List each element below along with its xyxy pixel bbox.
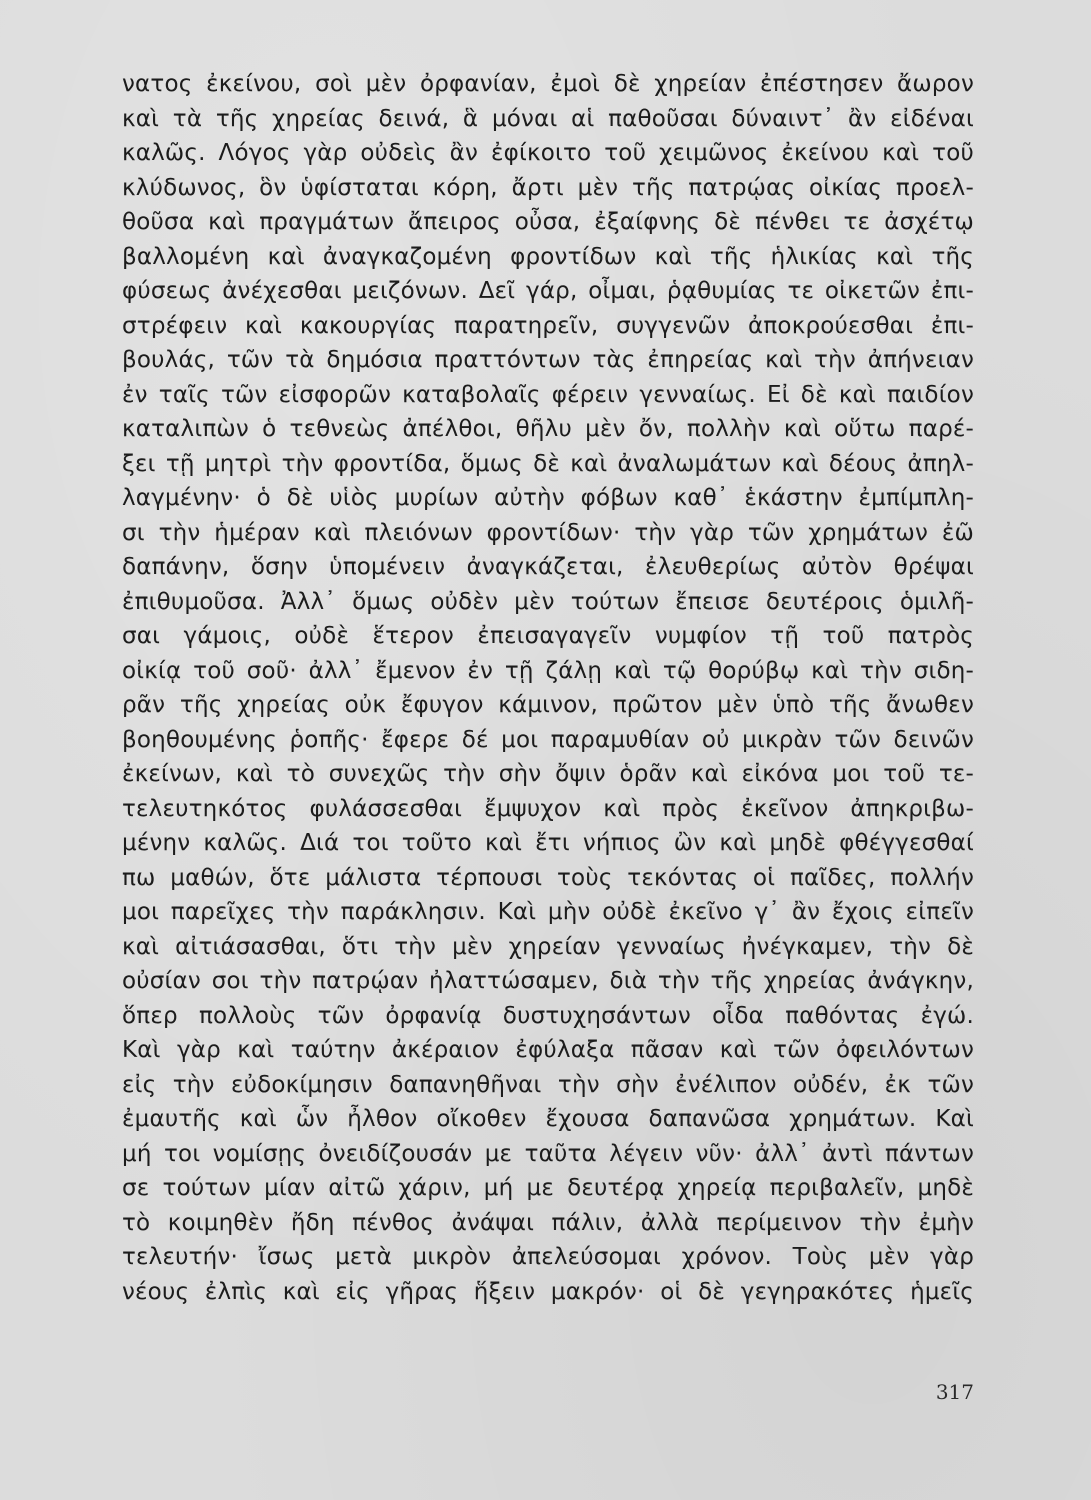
text-line: σι τὴν ἡμέραν καὶ πλειόνων φροντίδων· τὴν γὰρ τῶν χρημάτων ἐῶ xyxy=(122,519,974,546)
text-line: τελευτήν· ἴσως μετὰ μικρὸν ἀπελεύσομαι χρόνον. Τοὺς μὲν γὰρ xyxy=(122,1244,974,1270)
text-line: ἐν ταῖς τῶν εἰσφορῶν καταβολαῖς φέρειν γενναίως. Εἰ δὲ καὶ παιδίον xyxy=(122,381,974,408)
text-line: σε τούτων μίαν αἰτῶ χάριν, μή με δευτέρᾳ χηρείᾳ περιβαλεῖν, μηδὲ xyxy=(122,1175,974,1201)
text-line: ἐμαυτῆς καὶ ὧν ἦλθον οἴκοθεν ἔχουσα δαπανῶσα χρημάτων. Καὶ xyxy=(122,1106,974,1132)
text-line: λαγμένην· ὁ δὲ υἱὸς μυρίων αὐτὴν φόβων καθ᾽ ἑκάστην ἐμπίμπλη- xyxy=(122,485,974,511)
text-line: εἰς τὴν εὐδοκίμησιν δαπανηθῆναι τὴν σὴν ἐνέλιπον οὐδέν, ἐκ τῶν xyxy=(122,1071,974,1098)
text-line: τελευτηκότος φυλάσσεσθαι ἔμψυχον καὶ πρὸς ἐκεῖνον ἀπηκριβω- xyxy=(122,795,974,822)
text-line: ξει τῇ μητρὶ τὴν φροντίδα, ὅμως δὲ καὶ ἀναλωμάτων καὶ δέους ἀπηλ- xyxy=(122,450,974,477)
text-line: μένην καλῶς. Διά τοι τοῦτο καὶ ἔτι νήπιος ὢν καὶ μηδὲ φθέγγεσθαί xyxy=(122,830,974,856)
text-line: καὶ τὰ τῆς χηρείας δεινά, ἃ μόναι αἱ παθοῦσαι δύναιντ᾽ ἂν εἰδέναι xyxy=(122,105,974,132)
text-line: ρᾶν τῆς χηρείας οὐκ ἔφυγον κάμινον, πρῶτον μὲν ὑπὸ τῆς ἄνωθεν xyxy=(122,692,974,718)
text-line: οἰκίᾳ τοῦ σοῦ· ἀλλ᾽ ἔμενον ἐν τῇ ζάλῃ καὶ τῷ θορύβῳ καὶ τὴν σιδη- xyxy=(122,657,974,684)
text-line: ἐκείνων, καὶ τὸ συνεχῶς τὴν σὴν ὄψιν ὁρᾶν καὶ εἰκόνα μοι τοῦ τε- xyxy=(122,761,974,787)
text-line: στρέφειν καὶ κακουργίας παρατηρεῖν, συγγενῶν ἀποκρούεσθαι ἐπι- xyxy=(122,312,974,339)
text-line: νέους ἐλπὶς καὶ εἰς γῆρας ἥξειν μακρόν· οἱ δὲ γεγηρακότες ἡμεῖς xyxy=(122,1278,974,1305)
text-line: καὶ αἰτιάσασθαι, ὅτι τὴν μὲν χηρείαν γενναίως ἠνέγκαμεν, τὴν δὲ xyxy=(122,933,974,960)
text-line: καλῶς. Λόγος γὰρ οὐδεὶς ἂν ἐφίκοιτο τοῦ χειμῶνος ἐκείνου καὶ τοῦ xyxy=(122,140,974,166)
text-line: μοι παρεῖχες τὴν παράκλησιν. Καὶ μὴν οὐδὲ ἐκεῖνο γ᾽ ἂν ἔχοις εἰπεῖν xyxy=(122,899,974,925)
text-line: Καὶ γὰρ καὶ ταύτην ἀκέραιον ἐφύλαξα πᾶσαν καὶ τῶν ὀφειλόντων xyxy=(122,1037,974,1063)
page-number: 317 xyxy=(935,1380,974,1404)
text-line: βαλλομένη καὶ ἀναγκαζομένη φροντίδων καὶ τῆς ἡλικίας καὶ τῆς xyxy=(122,243,974,270)
text-line: βουλάς, τῶν τὰ δημόσια πραττόντων τὰς ἐπηρείας καὶ τὴν ἀπήνειαν xyxy=(122,347,974,373)
text-line: καταλιπὼν ὁ τεθνεὼς ἀπέλθοι, θῆλυ μὲν ὄν, πολλὴν καὶ οὕτω παρέ- xyxy=(122,416,974,442)
text-line: ἐπιθυμοῦσα. Ἀλλ᾽ ὅμως οὐδὲν μὲν τούτων ἔπεισε δευτέροις ὁμιλῆ- xyxy=(122,588,974,615)
text-line: βοηθουμένης ῥοπῆς· ἔφερε δέ μοι παραμυθίαν οὐ μικρὰν τῶν δεινῶν xyxy=(122,726,974,753)
text-line: πω μαθών, ὅτε μάλιστα τέρπουσι τοὺς τεκόντας οἱ παῖδες, πολλήν xyxy=(122,864,974,891)
text-line: σαι γάμοις, οὐδὲ ἕτερον ἐπεισαγαγεῖν νυμφίον τῇ τοῦ πατρὸς xyxy=(122,623,974,649)
text-line: δαπάνην, ὅσην ὑπομένειν ἀναγκάζεται, ἐλευθερίως αὐτὸν θρέψαι xyxy=(122,554,974,580)
text-line: τὸ κοιμηθὲν ἤδη πένθος ἀνάψαι πάλιν, ἀλλὰ περίμεινον τὴν ἐμὴν xyxy=(122,1209,974,1236)
text-line: μή τοι νομίσῃς ὀνειδίζουσάν με ταῦτα λέγειν νῦν· ἀλλ᾽ ἀντὶ πάντων xyxy=(122,1140,974,1167)
text-line: κλύδωνος, ὃν ὑφίσταται κόρη, ἄρτι μὲν τῆς πατρῴας οἰκίας προελ- xyxy=(122,174,974,201)
text-line: φύσεως ἀνέχεσθαι μειζόνων. Δεῖ γάρ, οἶμαι, ῥᾳθυμίας τε οἰκετῶν ἐπι- xyxy=(122,278,974,304)
text-line: θοῦσα καὶ πραγμάτων ἄπειρος οὖσα, ἐξαίφνης δὲ πένθει τε ἀσχέτῳ xyxy=(122,209,974,235)
text-line: ὅπερ πολλοὺς τῶν ὀρφανίᾳ δυστυχησάντων οἶδα παθόντας ἐγώ. xyxy=(122,1002,974,1029)
text-line: νατος ἐκείνου, σοὶ μὲν ὀρφανίαν, ἐμοὶ δὲ χηρείαν ἐπέστησεν ἄωρον xyxy=(122,71,974,97)
text-line: οὐσίαν σοι τὴν πατρῴαν ἠλαττώσαμεν, διὰ τὴν τῆς χηρείας ἀνάγκην, xyxy=(122,968,974,994)
body-text xyxy=(122,67,974,1309)
